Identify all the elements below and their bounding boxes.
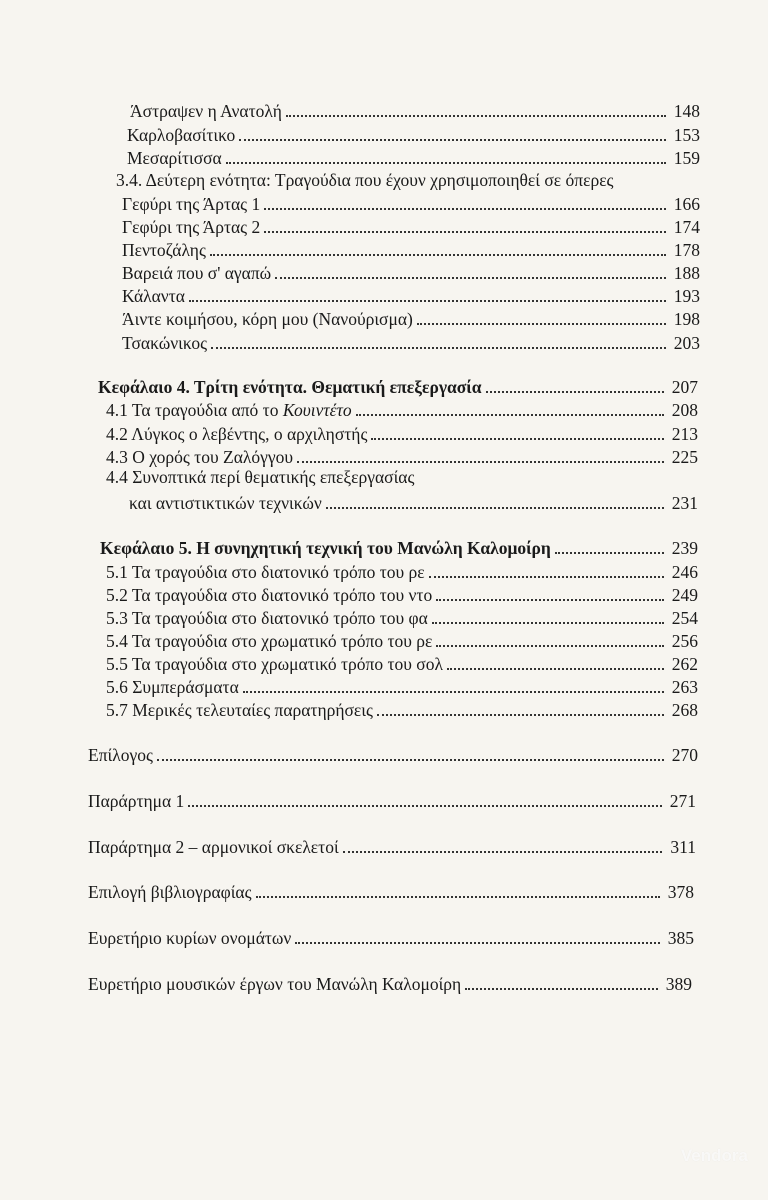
toc-entry: [122, 332, 700, 354]
dot-leader: [157, 759, 664, 761]
toc-entry-title: 5.5 Τα τραγούδια στο χρωματικό τρόπο του σολ: [106, 654, 443, 674]
dot-leader: [417, 323, 666, 325]
toc-entry-title: Βαρειά που σ' αγαπώ: [122, 263, 272, 283]
dot-leader: [189, 300, 666, 302]
dot-leader: [243, 691, 664, 693]
toc-entry-title: Ευρετήριο κυρίων ονομάτων: [88, 928, 292, 948]
dot-leader: [211, 347, 666, 349]
toc-entry-title: 4.4 Συνοπτικά περί θεματικής επεξεργασίας: [106, 467, 415, 487]
toc-entry-page: 271: [669, 791, 696, 811]
dot-leader: [326, 507, 664, 509]
dot-leader: [377, 714, 664, 716]
toc-entry: [106, 561, 698, 583]
toc-entry-page: 178: [673, 240, 700, 260]
toc-entry-title: Γεφύρι της Άρτας 2: [122, 217, 261, 237]
toc-entry-page: 246: [671, 562, 698, 582]
toc-entry-title: Επιλογή βιβλιογραφίας: [88, 882, 252, 902]
toc-entry: [88, 790, 696, 812]
dot-leader: [286, 115, 666, 117]
toc-entry: [88, 927, 694, 949]
dot-leader: [486, 391, 665, 393]
toc-entry-page: 254: [671, 608, 698, 628]
dot-leader: [432, 622, 664, 624]
toc-entry-page: 203: [673, 333, 700, 353]
toc-entry-title: Μεσαρίτισσα: [127, 148, 222, 168]
dot-leader: [226, 162, 666, 164]
toc-entry: [106, 699, 698, 721]
dot-leader: [188, 805, 662, 807]
dot-leader: [275, 277, 666, 279]
toc-entry-title: Γεφύρι της Άρτας 1: [122, 194, 261, 214]
dot-leader: [264, 208, 666, 210]
toc-entry-title: Ευρετήριο μουσικών έργων του Μανώλη Καλομοίρη: [88, 974, 462, 994]
toc-entry-title: 4.1 Τα τραγούδια από το Κουιντέτο: [106, 400, 352, 420]
toc-entry: [88, 973, 692, 995]
toc-entry-title: Κάλαντα: [122, 286, 185, 306]
toc-entry-title: 5.7 Μερικές τελευταίες παρατηρήσεις: [106, 700, 373, 720]
toc-entry-page: 262: [671, 654, 698, 674]
toc-entry-title: Παράρτημα 1: [88, 791, 185, 811]
toc-entry-title: Άιντε κοιμήσου, κόρη μου (Νανούρισμα): [122, 309, 413, 329]
toc-entry: [129, 492, 698, 514]
toc-entry-page: 193: [673, 286, 700, 306]
toc-entry: [122, 285, 700, 307]
toc-entry-page: 198: [673, 309, 700, 329]
toc-entry: [106, 399, 698, 421]
toc-entry: [122, 239, 700, 261]
toc-entry-title: 5.1 Τα τραγούδια στο διατονικό τρόπο του ρε: [106, 562, 425, 582]
toc-entry: [122, 216, 700, 238]
dot-leader: [264, 231, 666, 233]
toc-entry: [130, 100, 700, 122]
toc-entry-page: 174: [673, 217, 700, 237]
toc-entry-page: 311: [670, 837, 696, 857]
toc-entry-title: Άστραψεν η Ανατολή: [130, 101, 282, 121]
dot-leader: [555, 552, 664, 554]
toc-entry-page: 231: [671, 493, 698, 513]
toc-entry: [122, 193, 700, 215]
toc-entry-page: 159: [673, 148, 700, 168]
dot-leader: [436, 645, 664, 647]
toc-entry-page: 148: [673, 101, 700, 121]
toc-entry-page: 385: [667, 928, 694, 948]
toc-entry-title: 5.3 Τα τραγούδια στο διατονικό τρόπο του φα: [106, 608, 428, 628]
toc-entry-page: 239: [671, 538, 698, 558]
toc-entry: [106, 446, 698, 468]
toc-entry: [127, 147, 700, 169]
toc-entry-title: 4.2 Λύγκος ο λεβέντης, ο αρχιληστής: [106, 424, 368, 444]
dot-leader: [295, 942, 660, 944]
toc-entry-title: 4.3 Ο χορός του Ζαλόγγου: [106, 447, 293, 467]
dot-leader: [429, 576, 664, 578]
toc-entry-page: 213: [671, 424, 698, 444]
toc-entry: [88, 744, 698, 766]
toc-entry-page: 208: [671, 400, 698, 420]
dot-leader: [239, 139, 666, 141]
toc-entry: [88, 836, 696, 858]
toc-entry-title: Τσακώνικος: [122, 333, 208, 353]
chapter-entry: [98, 376, 698, 398]
toc-entry: [106, 607, 698, 629]
toc-entry-page: 270: [671, 745, 698, 765]
toc-entry-page: 378: [667, 882, 694, 902]
dot-leader: [297, 461, 664, 463]
toc-entry: [122, 262, 700, 284]
chapter-entry: [100, 537, 698, 559]
toc-entry-page: 263: [671, 677, 698, 697]
toc-entry: [106, 653, 698, 675]
dot-leader: [343, 851, 662, 853]
dot-leader: [447, 668, 664, 670]
toc-entry-title: Καρλοβασίτικο: [127, 125, 236, 145]
toc-entry-title: 5.4 Τα τραγούδια στο χρωματικό τρόπο του ρε: [106, 631, 433, 651]
toc-entry-page: 249: [671, 585, 698, 605]
toc-entry: [106, 630, 698, 652]
toc-entry: [127, 124, 700, 146]
toc-entry-page: 268: [671, 700, 698, 720]
toc-entry-page: 256: [671, 631, 698, 651]
toc-entry-page: 389: [665, 974, 692, 994]
toc-entry: [106, 584, 698, 606]
dot-leader: [436, 599, 664, 601]
toc-entry-title: Πεντοζάλης: [122, 240, 206, 260]
watermark-logo: Vendora: [680, 1146, 748, 1165]
toc-entry-title: και αντιστικτικών τεχνικών: [129, 493, 322, 513]
toc-entry-page: 153: [673, 125, 700, 145]
dot-leader: [371, 438, 664, 440]
toc-entry: [122, 308, 700, 330]
toc-entry: [88, 881, 694, 903]
dot-leader: [465, 988, 658, 990]
dot-leader: [356, 414, 664, 416]
toc-entry-title: 5.6 Συμπεράσματα: [106, 677, 239, 697]
toc-entry-title: Παράρτημα 2 – αρμονικοί σκελετοί: [88, 837, 339, 857]
toc-entry: [106, 423, 698, 445]
toc-entry-page: 166: [673, 194, 700, 214]
toc-entry-title: Κεφάλαιο 5. Η συνηχητική τεχνική του Μανώλη Καλομοίρη: [100, 538, 551, 558]
toc-entry-title: Κεφάλαιο 4. Τρίτη ενότητα. Θεματική επεξεργασία: [98, 377, 482, 397]
toc-entry-page: 207: [671, 377, 698, 397]
toc-entry-page: 188: [673, 263, 700, 283]
dot-leader: [256, 896, 660, 898]
toc-entry-title: Επίλογος: [88, 745, 153, 765]
toc-entry: [106, 676, 698, 698]
dot-leader: [210, 254, 666, 256]
toc-entry-page: 225: [671, 447, 698, 467]
toc-entry-title: 5.2 Τα τραγούδια στο διατονικό τρόπο του ντο: [106, 585, 433, 605]
section-heading: 3.4. Δεύτερη ενότητα: Τραγούδια που έχουν χρησιμοποιηθεί σε όπερες: [116, 170, 614, 190]
